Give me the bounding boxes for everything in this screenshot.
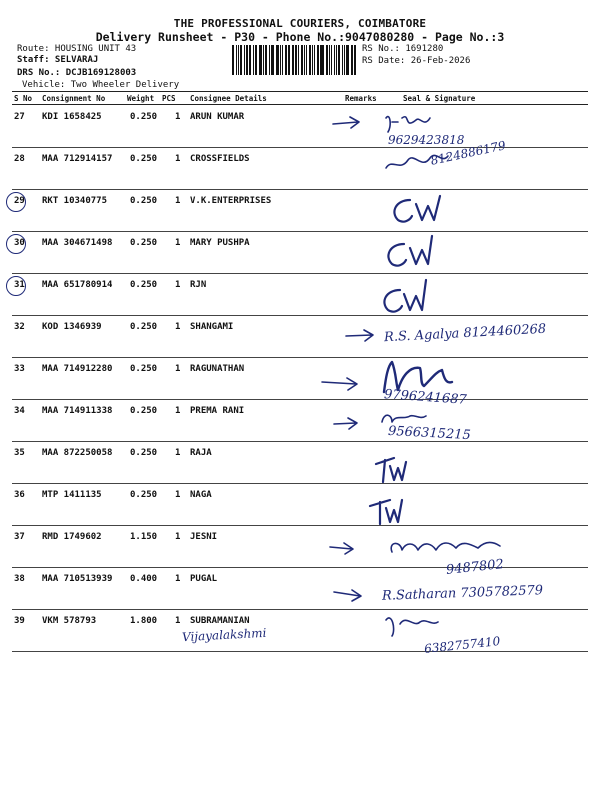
cell-sno: 33 xyxy=(14,364,25,374)
cell-consignment: MAA 304671498 xyxy=(42,238,113,248)
cell-consignment: KOD 1346939 xyxy=(42,322,102,332)
cell-sno: 32 xyxy=(14,322,25,332)
barcode-bar xyxy=(336,45,338,75)
handwritten-note-37: 9487802 xyxy=(445,557,505,578)
barcode-bar xyxy=(351,45,352,75)
barcode-bar xyxy=(271,45,272,75)
barcode-bar xyxy=(256,45,257,75)
route-label: Route: HOUSING UNIT 43 xyxy=(17,44,137,54)
col-header-weight: Weight xyxy=(127,94,155,103)
cell-pcs: 1 xyxy=(175,112,181,122)
drs-number: DRS No.: DCJB169128003 xyxy=(17,68,137,78)
cell-consignment: MAA 714912280 xyxy=(42,364,113,374)
handwritten-note-34: 9566315215 xyxy=(387,423,472,444)
cell-consignment: MAA 651780914 xyxy=(42,280,113,290)
cell-weight: 0.250 xyxy=(130,322,158,332)
handwritten-note-38: R.Satharan 7305782579 xyxy=(381,583,544,604)
cell-pcs: 1 xyxy=(175,196,181,206)
document-subtitle: Delivery Runsheet - P30 - Phone No.:9047080280 - Page No.:3 xyxy=(95,30,505,44)
cell-pcs: 1 xyxy=(175,364,181,374)
cell-weight: 0.250 xyxy=(130,196,158,206)
row-divider xyxy=(12,651,588,652)
cell-weight: 0.250 xyxy=(130,280,158,290)
barcode-bar xyxy=(292,45,294,75)
cell-consignee: MARY PUSHPA xyxy=(190,238,250,248)
barcode-bar xyxy=(352,45,353,75)
table-row xyxy=(12,274,588,316)
cell-weight: 0.250 xyxy=(130,406,158,416)
cell-sno: 36 xyxy=(14,490,25,500)
table-row xyxy=(12,610,588,652)
cell-pcs: 1 xyxy=(175,574,181,584)
barcode-bar xyxy=(298,45,299,75)
barcode-bar xyxy=(280,45,281,75)
cell-consignee: RAGUNATHAN xyxy=(190,364,245,374)
cell-sno: 30 xyxy=(14,238,25,248)
barcode-bar xyxy=(320,45,321,75)
cell-pcs: 1 xyxy=(175,322,181,332)
barcode-bar xyxy=(240,45,243,75)
col-header-consignment: Consignment No xyxy=(42,94,106,103)
barcode-bar xyxy=(253,45,254,75)
barcode xyxy=(232,45,358,75)
barcode-bar xyxy=(244,45,245,75)
cell-consignment: MAA 710513939 xyxy=(42,574,113,584)
table-row xyxy=(12,400,588,442)
cell-pcs: 1 xyxy=(175,406,181,416)
cell-consignment: KDI 1658425 xyxy=(42,112,102,122)
col-header-sno: S No xyxy=(14,94,33,103)
barcode-bar xyxy=(309,45,311,75)
cell-consignee: RJN xyxy=(190,280,207,290)
cell-weight: 1.150 xyxy=(130,532,158,542)
cell-consignment: VKM 578793 xyxy=(42,616,97,626)
barcode-bar xyxy=(295,45,297,75)
cell-pcs: 1 xyxy=(175,490,181,500)
barcode-bar xyxy=(329,45,330,75)
cell-weight: 0.250 xyxy=(130,112,158,122)
cell-consignment: RKT 10340775 xyxy=(42,196,108,206)
cell-sno: 29 xyxy=(14,196,25,206)
cell-consignment: MAA 714911338 xyxy=(42,406,113,416)
cell-consignment: RMD 1749602 xyxy=(42,532,102,542)
cell-consignee: ARUN KUMAR xyxy=(190,112,245,122)
barcode-bar xyxy=(238,45,239,75)
cell-pcs: 1 xyxy=(175,154,181,164)
cell-pcs: 1 xyxy=(175,448,181,458)
barcode-bar xyxy=(312,45,313,75)
barcode-bar xyxy=(288,45,289,75)
col-header-seal: Seal & Signature xyxy=(403,94,476,103)
barcode-bar xyxy=(326,45,328,75)
cell-weight: 0.250 xyxy=(130,448,158,458)
handwritten-circle xyxy=(6,234,26,254)
barcode-bar xyxy=(259,45,262,75)
rs-number: RS No.: 1691280 xyxy=(362,44,444,54)
cell-sno: 28 xyxy=(14,154,25,164)
barcode-bar xyxy=(232,45,234,75)
barcode-bar xyxy=(272,45,274,75)
barcode-bar xyxy=(263,45,264,75)
barcode-bar xyxy=(265,45,267,75)
cell-consignment: MTP 1411135 xyxy=(42,490,102,500)
cell-consignee: V.K.ENTERPRISES xyxy=(190,196,272,206)
cell-consignee: CROSSFIELDS xyxy=(190,154,250,164)
table-row xyxy=(12,148,588,190)
cell-consignee: PUGAL xyxy=(190,574,218,584)
cell-consignee: NAGA xyxy=(190,490,212,500)
barcode-bar xyxy=(354,45,356,75)
barcode-bar xyxy=(334,45,335,75)
handwritten-note-27: 9629423818 xyxy=(388,133,465,147)
cell-pcs: 1 xyxy=(175,280,181,290)
document-title: THE PROFESSIONAL COURIERS, COIMBATORE xyxy=(173,17,427,30)
cell-pcs: 1 xyxy=(175,616,181,626)
table-row xyxy=(12,358,588,400)
rs-date: RS Date: 26-Feb-2026 xyxy=(362,56,471,66)
barcode-bar xyxy=(344,45,345,75)
barcode-bar xyxy=(289,45,290,75)
cell-sno: 38 xyxy=(14,574,25,584)
cell-weight: 0.250 xyxy=(130,154,158,164)
handwritten-note-39-name: Vijayalakshmi xyxy=(181,625,267,645)
col-header-consignee: Consignee Details xyxy=(190,94,267,103)
handwritten-note-39-phone: 6382757410 xyxy=(423,634,501,656)
barcode-bar xyxy=(249,45,251,75)
cell-consignment: MAA 872250058 xyxy=(42,448,113,458)
barcode-bar xyxy=(301,45,304,75)
cell-weight: 0.250 xyxy=(130,490,158,500)
cell-consignee: SHANGAMI xyxy=(190,322,234,332)
barcode-bar xyxy=(314,45,315,75)
cell-sno: 34 xyxy=(14,406,25,416)
table-row xyxy=(12,232,588,274)
cell-consignee: RAJA xyxy=(190,448,212,458)
cell-sno: 35 xyxy=(14,448,25,458)
handwritten-note-32: R.S. Agalya 8124460268 xyxy=(383,321,547,346)
barcode-bar xyxy=(317,45,319,75)
cell-pcs: 1 xyxy=(175,238,181,248)
staff-label: Staff: SELVARAJ xyxy=(17,55,99,65)
cell-sno: 37 xyxy=(14,532,25,542)
header-rule-top xyxy=(12,91,588,92)
barcode-bar xyxy=(236,45,237,75)
barcode-bar xyxy=(321,45,324,75)
cell-sno: 39 xyxy=(14,616,25,626)
cell-sno: 31 xyxy=(14,280,25,290)
vehicle-label: Vehicle: Two Wheeler Delivery xyxy=(22,80,180,90)
barcode-bar xyxy=(276,45,279,75)
cell-weight: 0.400 xyxy=(130,574,158,584)
handwritten-note-33: 9796241687 xyxy=(383,387,468,408)
barcode-bar xyxy=(331,45,332,75)
cell-consignee: SUBRAMANIAN xyxy=(190,616,250,626)
handwritten-circle xyxy=(6,276,26,296)
barcode-bar xyxy=(338,45,340,75)
barcode-bar xyxy=(246,45,248,75)
barcode-bar xyxy=(342,45,343,75)
handwritten-note-28: 8124886179 xyxy=(429,138,507,168)
barcode-bar xyxy=(282,45,283,75)
barcode-bar xyxy=(304,45,305,75)
table-row xyxy=(12,190,588,232)
table-row xyxy=(12,442,588,484)
header-rule-bottom xyxy=(12,104,588,105)
col-header-pcs: PCS xyxy=(162,94,176,103)
barcode-bar xyxy=(285,45,287,75)
cell-consignment: MAA 712914157 xyxy=(42,154,113,164)
barcode-bar xyxy=(306,45,307,75)
cell-weight: 0.250 xyxy=(130,238,158,248)
barcode-bar xyxy=(255,45,256,75)
handwritten-circle xyxy=(6,192,26,212)
barcode-bar xyxy=(346,45,349,75)
cell-pcs: 1 xyxy=(175,532,181,542)
cell-weight: 0.250 xyxy=(130,364,158,374)
cell-consignee: PREMA RANI xyxy=(190,406,245,416)
cell-weight: 1.800 xyxy=(130,616,158,626)
table-row xyxy=(12,484,588,526)
cell-sno: 27 xyxy=(14,112,25,122)
cell-consignee: JESNI xyxy=(190,532,218,542)
barcode-bar xyxy=(269,45,270,75)
col-header-remarks: Remarks xyxy=(345,94,377,103)
